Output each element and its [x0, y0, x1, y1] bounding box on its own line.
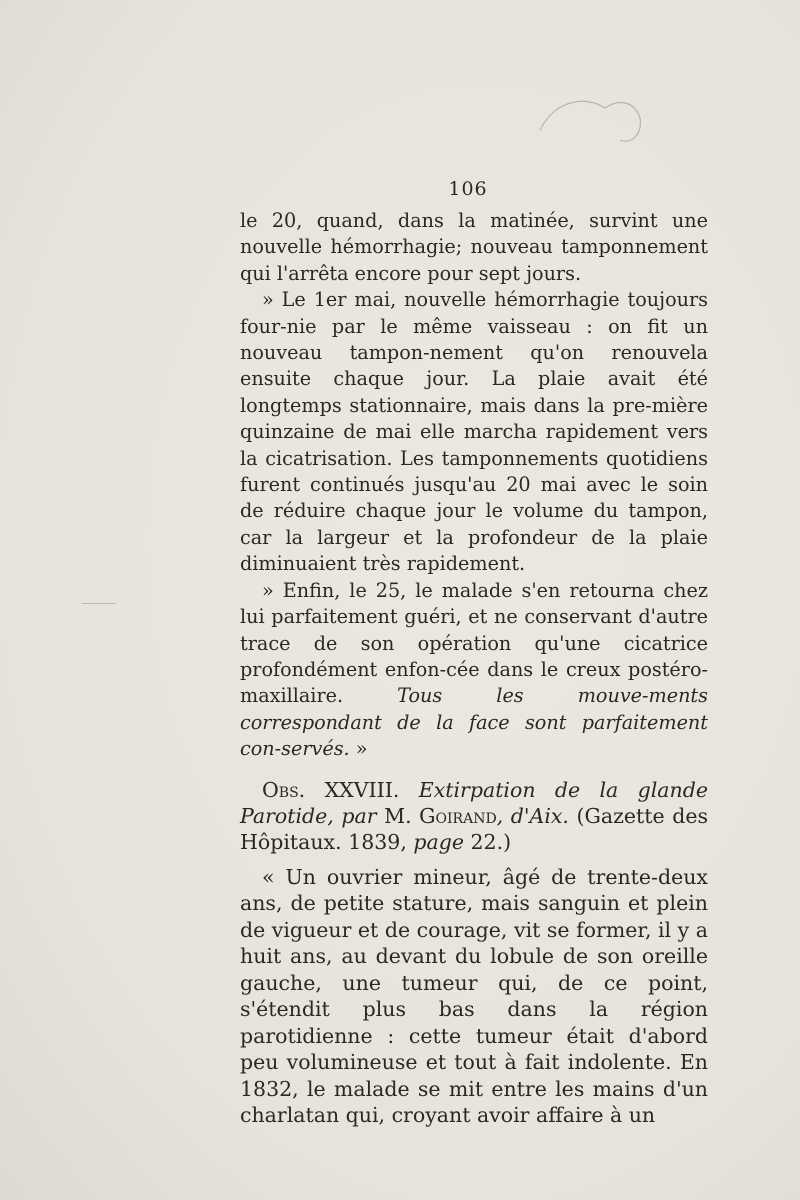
- obs-page-number: 22.): [463, 830, 512, 855]
- body-text: [240, 208, 708, 1129]
- recovery-italic: Tous les mouve-ments correspondant de la face sont parfaitement con-servés.: [240, 684, 708, 761]
- obs-author-prefix: M.: [376, 803, 420, 828]
- margin-dash-mark: [82, 603, 116, 604]
- obs-page-label: page: [413, 830, 464, 855]
- obs-source: (Gazette des Hôpitaux. 1839,: [240, 803, 708, 855]
- paragraph-hemorrhage: » Le 1er mai, nouvelle hémorrhagie toujours four-nie par le même vaisseau : on fit un nouveau tampon-nement qu'on renouvela ensuite chaque jour. La plaie avait été longtemps stationnaire, mais dans la pre-mière quinzaine de mai elle marcha rapidement vers la cicatrisation. Les tamponnements quotidiens furent continués jusqu'au 20 mai avec le soin de réduire chaque jour le volume du tampon, car la largeur et la profondeur de la plaie diminuaient très rapidement.: [240, 288, 708, 576]
- paragraph-continuation: le 20, quand, dans la matinée, survint une nouvelle hémorrhagie; nouveau tamponnement qui l'arrêta encore pour sept jours.: [240, 209, 708, 285]
- recovery-close-quote: »: [349, 737, 368, 761]
- obs-title: Extirpation de la glande Parotide, par: [240, 777, 708, 828]
- obs-author: Goirand: [419, 803, 497, 828]
- recovery-text: » Enfin, le 25, le malade s'en retourna chez lui parfaitement guéri, et ne conservant d'autre trace de son opération qu'une cicatrice profondément enfon-cée dans le creux postéro-maxillaire.: [240, 578, 708, 708]
- pencil-scribble-mark: [535, 90, 645, 160]
- page-number: 106: [448, 178, 488, 200]
- paragraph-case: « Un ouvrier mineur, âgé de trente-deux ans, de petite stature, mais sanguin et plein de vigueur et de courage, vit se former, il y a huit ans, au devant du lobule de son oreille gauche, une tumeur qui, de ce point, s'étendit plus bas dans la région parotidienne : cette tumeur était d'abord peu volumineuse et tout à fait indolente. En 1832, le malade se mit entre les mains d'un charlatan qui, croyant avoir affaire à un: [240, 864, 708, 1128]
- obs-number: XXVIII.: [324, 777, 400, 802]
- paragraph-recovery: [240, 578, 708, 763]
- observation-heading: [240, 777, 708, 856]
- obs-label: Obs.: [262, 777, 306, 802]
- obs-author-place: , d'Aix.: [496, 803, 569, 828]
